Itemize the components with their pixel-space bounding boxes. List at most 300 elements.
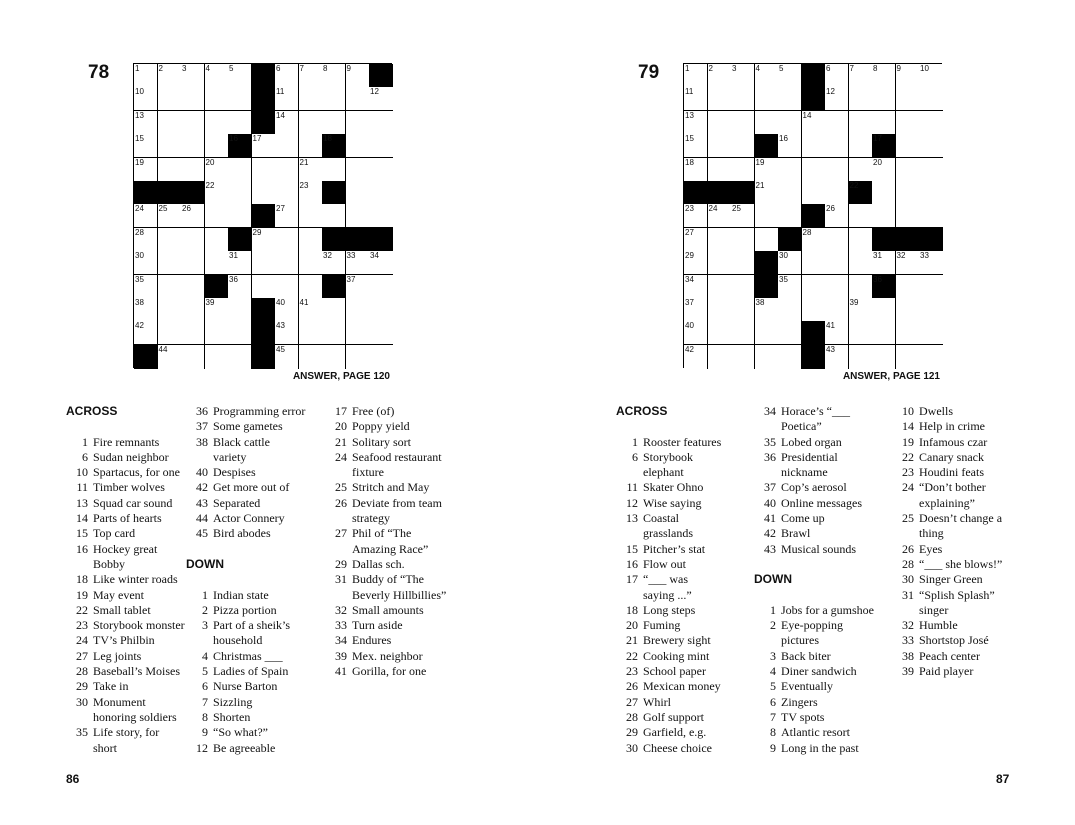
clue-text: Atlantic resort bbox=[781, 725, 850, 740]
grid-cell bbox=[708, 64, 732, 88]
clue-number: 32 bbox=[323, 251, 332, 261]
black-square bbox=[802, 87, 826, 111]
clue bbox=[616, 572, 756, 587]
grid-cell bbox=[755, 87, 779, 111]
grid-cell bbox=[708, 275, 732, 299]
grid-cell bbox=[228, 251, 252, 275]
clue bbox=[892, 618, 1042, 633]
clue-number: 41 bbox=[299, 298, 309, 307]
grid-cell bbox=[755, 64, 779, 88]
section-heading: ACROSS bbox=[66, 404, 118, 418]
clue-number: 23 bbox=[76, 618, 88, 633]
clue bbox=[325, 633, 475, 648]
clue-number: 2 bbox=[158, 64, 163, 73]
grid-cell bbox=[919, 275, 943, 299]
clue-number: 6 bbox=[82, 449, 88, 464]
grid-cell bbox=[872, 251, 896, 275]
clue-text: Timber wolves bbox=[93, 480, 165, 495]
grid-cell bbox=[731, 158, 755, 182]
grid-cell bbox=[252, 181, 276, 205]
clue-number: 8 bbox=[770, 725, 776, 740]
grid-cell bbox=[919, 181, 943, 205]
clue-text: Turn aside bbox=[352, 618, 403, 633]
clue bbox=[186, 511, 336, 526]
clue-text: Horace’s “___ bbox=[781, 404, 850, 418]
grid-cell bbox=[849, 251, 873, 275]
grid-cell bbox=[755, 321, 779, 345]
clue-continuation: pictures bbox=[781, 633, 819, 648]
clue-number: 5 bbox=[779, 64, 784, 73]
grid-cell bbox=[205, 321, 229, 345]
grid-cell bbox=[205, 111, 229, 135]
clue-number: 28 bbox=[802, 227, 812, 237]
clue-number: 31 bbox=[335, 572, 347, 587]
clue-number: 13 bbox=[626, 511, 638, 526]
clue bbox=[66, 679, 206, 694]
grid-cell bbox=[731, 275, 755, 299]
grid-cell bbox=[369, 298, 393, 322]
clue-number: 44 bbox=[196, 511, 208, 526]
black-square bbox=[731, 181, 755, 205]
clue-text: Pizza portion bbox=[213, 602, 277, 617]
clue-number: 21 bbox=[755, 181, 765, 190]
grid-cell bbox=[369, 158, 393, 182]
clue-number: 28 bbox=[902, 556, 914, 571]
clue-text: Online messages bbox=[781, 495, 862, 510]
clue-number: 4 bbox=[205, 64, 210, 73]
clue-text: Ladies of Spain bbox=[213, 664, 289, 679]
clue-number: 37 bbox=[685, 298, 694, 307]
grid-cell bbox=[778, 345, 802, 369]
grid-cell bbox=[228, 298, 252, 322]
grid-cell bbox=[205, 134, 229, 158]
clue bbox=[616, 633, 756, 648]
clue bbox=[754, 542, 894, 557]
grid-cell bbox=[275, 87, 299, 111]
clue-number: 36 bbox=[196, 404, 208, 418]
grid-cell bbox=[369, 87, 393, 111]
clue-number: 2 bbox=[202, 602, 208, 617]
clue bbox=[616, 649, 756, 664]
clue bbox=[325, 649, 475, 664]
clue-text: Canary snack bbox=[919, 449, 984, 464]
clue-continuation: thing bbox=[919, 526, 944, 541]
black-square bbox=[346, 228, 370, 252]
clue-number: 34 bbox=[764, 404, 776, 418]
grid-cell bbox=[158, 64, 182, 88]
clue bbox=[892, 588, 1042, 603]
clue-text: Be agreeable bbox=[213, 740, 276, 755]
clue-text: Rooster features bbox=[643, 434, 722, 449]
grid-cell bbox=[158, 345, 182, 369]
grid-cell bbox=[755, 111, 779, 135]
clue-number: 3 bbox=[202, 618, 208, 633]
grid-cell bbox=[872, 321, 896, 345]
clue bbox=[892, 633, 1042, 648]
clue-number: 23 bbox=[626, 664, 638, 679]
grid-cell bbox=[684, 345, 708, 369]
clue bbox=[754, 695, 894, 710]
clue bbox=[754, 649, 894, 664]
grid-cell bbox=[849, 204, 873, 228]
grid-cell bbox=[275, 345, 299, 369]
grid-cell bbox=[802, 298, 826, 322]
grid-cell bbox=[872, 204, 896, 228]
clue-number: 9 bbox=[346, 64, 351, 73]
clue-number: 41 bbox=[764, 511, 776, 526]
black-square bbox=[181, 181, 205, 205]
clue-number: 41 bbox=[826, 321, 835, 331]
clue-text: Diner sandwich bbox=[781, 664, 857, 679]
black-square bbox=[919, 228, 943, 252]
grid-cell bbox=[369, 134, 393, 158]
grid-cell bbox=[158, 275, 182, 299]
clue-number: 39 bbox=[902, 664, 914, 679]
clue-number: 40 bbox=[685, 321, 694, 331]
clue-number: 5 bbox=[770, 679, 776, 694]
grid-cell bbox=[684, 251, 708, 275]
clue-text: Mex. neighbor bbox=[352, 648, 423, 663]
clue-number: 30 bbox=[135, 251, 144, 261]
clue-number: 27 bbox=[335, 526, 347, 541]
clue bbox=[66, 603, 206, 618]
clue-number: 30 bbox=[626, 740, 638, 755]
grid-cell bbox=[228, 345, 252, 369]
clue bbox=[754, 496, 894, 511]
clue-text: Baseball’s Moises bbox=[93, 664, 180, 679]
clue-number: 18 bbox=[685, 157, 694, 167]
grid-cell bbox=[134, 321, 158, 345]
black-square bbox=[369, 228, 393, 252]
clue-number: 1 bbox=[632, 434, 638, 449]
clue-number: 45 bbox=[276, 344, 285, 354]
clue-text: Phil of “The bbox=[352, 526, 412, 541]
grid-cell bbox=[731, 64, 755, 88]
clue-continuation: explaining” bbox=[919, 495, 975, 510]
clue-text: Free (of) bbox=[352, 404, 395, 418]
clue bbox=[892, 649, 1042, 664]
clue-number: 13 bbox=[685, 110, 694, 120]
grid-cell bbox=[205, 298, 229, 322]
grid-cell bbox=[731, 228, 755, 252]
clue-number: 1 bbox=[685, 64, 690, 73]
clue-text: Programming error bbox=[213, 404, 306, 418]
clue-number: 33 bbox=[335, 618, 347, 633]
clue-number: 41 bbox=[335, 664, 347, 679]
grid-cell bbox=[684, 111, 708, 135]
grid-cell bbox=[346, 204, 370, 228]
clue bbox=[186, 664, 336, 679]
clue-text: Come up bbox=[781, 511, 825, 526]
grid-cell bbox=[299, 228, 323, 252]
grid-cell bbox=[369, 204, 393, 228]
grid-cell bbox=[299, 251, 323, 275]
grid-cell bbox=[346, 251, 370, 275]
grid-cell bbox=[252, 158, 276, 182]
grid-cell bbox=[825, 181, 849, 205]
grid-cell bbox=[322, 204, 346, 228]
clue-text: Stritch and May bbox=[352, 480, 430, 495]
clue bbox=[892, 572, 1042, 587]
clue-number: 18 bbox=[626, 602, 638, 617]
grid-cell bbox=[919, 298, 943, 322]
grid-cell bbox=[228, 275, 252, 299]
clue-number: 22 bbox=[205, 181, 215, 190]
grid-cell bbox=[731, 345, 755, 369]
clue-number: 5 bbox=[202, 664, 208, 679]
clue-number: 9 bbox=[896, 64, 901, 73]
clue-text: Shortstop José bbox=[919, 633, 989, 648]
clue-number: 16 bbox=[76, 541, 88, 556]
clue bbox=[616, 557, 756, 572]
clue-text: Buddy of “The bbox=[352, 572, 424, 587]
clue-text: TV spots bbox=[781, 709, 825, 724]
grid-cell bbox=[708, 134, 732, 158]
clue-number: 30 bbox=[902, 572, 914, 587]
clue-number: 17 bbox=[873, 134, 882, 144]
grid-cell bbox=[299, 321, 323, 345]
clue bbox=[186, 679, 336, 694]
clue-number: 24 bbox=[902, 480, 914, 495]
clue bbox=[325, 450, 475, 465]
grid-cell bbox=[825, 158, 849, 182]
clue bbox=[66, 649, 206, 664]
clue-number: 17 bbox=[252, 134, 262, 144]
grid-cell bbox=[369, 345, 393, 369]
clue-continuation: honoring soldiers bbox=[93, 709, 177, 724]
grid-cell bbox=[299, 87, 323, 111]
grid-cell bbox=[346, 345, 370, 369]
clue bbox=[892, 542, 1042, 557]
grid-cell bbox=[708, 321, 732, 345]
clue-number: 38 bbox=[196, 434, 208, 449]
grid-cell bbox=[299, 111, 323, 135]
grid-cell bbox=[802, 275, 826, 299]
grid-cell bbox=[275, 321, 299, 345]
clue-number: 2 bbox=[708, 64, 713, 73]
clue-column bbox=[66, 404, 206, 756]
clue bbox=[186, 465, 336, 480]
clue-text: Gorilla, for one bbox=[352, 664, 427, 679]
clue-text: Back biter bbox=[781, 648, 831, 663]
clue-text: Flow out bbox=[643, 556, 687, 571]
clue-continuation: grasslands bbox=[643, 526, 693, 541]
clue-text: Houdini feats bbox=[919, 465, 984, 480]
spacer bbox=[186, 572, 336, 587]
clue-text: Get more out of bbox=[213, 480, 290, 495]
grid-cell bbox=[684, 298, 708, 322]
clue bbox=[186, 419, 336, 434]
clue bbox=[892, 419, 1042, 434]
grid-cell bbox=[849, 134, 873, 158]
clue bbox=[616, 695, 756, 710]
spacer bbox=[186, 542, 336, 557]
clue-number: 40 bbox=[196, 465, 208, 480]
clue bbox=[186, 741, 336, 756]
grid-cell bbox=[299, 181, 323, 205]
clue-text: Life story, for bbox=[93, 725, 160, 740]
clue bbox=[66, 435, 206, 450]
clue-number: 8 bbox=[202, 709, 208, 724]
black-square bbox=[322, 134, 346, 158]
grid-cell bbox=[872, 298, 896, 322]
grid-cell bbox=[181, 204, 205, 228]
clue-number: 7 bbox=[299, 64, 304, 73]
black-square bbox=[872, 134, 896, 158]
grid-cell bbox=[275, 181, 299, 205]
grid-cell bbox=[134, 298, 158, 322]
grid-cell bbox=[731, 204, 755, 228]
grid-cell bbox=[322, 251, 346, 275]
clue-text: Small amounts bbox=[352, 602, 424, 617]
clue-text: May event bbox=[93, 587, 144, 602]
grid-cell bbox=[919, 158, 943, 182]
grid-cell bbox=[684, 134, 708, 158]
clue-number: 40 bbox=[276, 298, 285, 307]
clue-number: 28 bbox=[626, 709, 638, 724]
grid-cell bbox=[896, 181, 920, 205]
grid-cell bbox=[252, 251, 276, 275]
clue bbox=[754, 725, 894, 740]
clue-number: 15 bbox=[626, 541, 638, 556]
grid-cell bbox=[896, 298, 920, 322]
black-square bbox=[322, 228, 346, 252]
clue-text: Zingers bbox=[781, 694, 818, 709]
clue-text: Monument bbox=[93, 694, 146, 709]
clue-continuation: Bobby bbox=[93, 556, 126, 571]
black-square bbox=[252, 111, 276, 135]
grid-cell bbox=[919, 64, 943, 88]
crossword-grid bbox=[683, 63, 942, 368]
clue bbox=[186, 404, 336, 419]
clue-number: 24 bbox=[335, 449, 347, 464]
section-heading: DOWN bbox=[186, 556, 224, 571]
grid-cell bbox=[134, 251, 158, 275]
clue-number: 31 bbox=[873, 251, 882, 261]
clue-number: 45 bbox=[196, 526, 208, 541]
clue-text: “___ she blows!” bbox=[919, 556, 1003, 571]
clue-number: 22 bbox=[76, 602, 88, 617]
clue bbox=[325, 618, 475, 633]
clue-number: 6 bbox=[276, 64, 281, 73]
grid-cell bbox=[299, 134, 323, 158]
grid-cell bbox=[369, 111, 393, 135]
puzzle-number: 78 bbox=[88, 62, 110, 83]
clue-text: Parts of hearts bbox=[93, 511, 162, 526]
grid-cell bbox=[919, 134, 943, 158]
black-square bbox=[158, 181, 182, 205]
clue bbox=[325, 526, 475, 541]
clue-number: 19 bbox=[902, 434, 914, 449]
clue-number: 13 bbox=[135, 110, 144, 120]
grid-cell bbox=[778, 298, 802, 322]
clue bbox=[325, 572, 475, 587]
clue-number: 11 bbox=[626, 480, 638, 495]
clue-text: Doesn’t change a bbox=[919, 511, 1003, 526]
clue-text: Presidential bbox=[781, 449, 838, 464]
clue-text: Dallas sch. bbox=[352, 556, 405, 571]
clue-number: 38 bbox=[755, 298, 765, 307]
grid-cell bbox=[849, 298, 873, 322]
clue bbox=[66, 480, 206, 495]
clue bbox=[754, 404, 894, 419]
grid-cell bbox=[158, 228, 182, 252]
grid-cell bbox=[134, 275, 158, 299]
grid-cell bbox=[825, 64, 849, 88]
clue-number: 42 bbox=[135, 321, 144, 331]
clue-text: Christmas ___ bbox=[213, 648, 283, 663]
clue-text: Peach center bbox=[919, 648, 980, 663]
black-square bbox=[322, 275, 346, 299]
black-square bbox=[322, 181, 346, 205]
black-square bbox=[802, 321, 826, 345]
grid-cell bbox=[849, 111, 873, 135]
clue-number: 15 bbox=[135, 134, 144, 144]
grid-cell bbox=[369, 321, 393, 345]
grid-cell bbox=[755, 345, 779, 369]
grid-cell bbox=[849, 321, 873, 345]
clue-text: Eyes bbox=[919, 541, 943, 556]
clue-number: 20 bbox=[626, 618, 638, 633]
black-square bbox=[369, 64, 393, 88]
clue bbox=[616, 710, 756, 725]
grid-cell bbox=[896, 134, 920, 158]
grid-cell bbox=[755, 204, 779, 228]
clue-column bbox=[754, 404, 894, 756]
black-square bbox=[252, 298, 276, 322]
grid-cell bbox=[896, 64, 920, 88]
clue-number: 3 bbox=[182, 64, 187, 73]
grid-cell bbox=[275, 111, 299, 135]
clue-text: Despises bbox=[213, 465, 256, 480]
grid-cell bbox=[322, 158, 346, 182]
clue bbox=[325, 404, 475, 419]
clue bbox=[892, 435, 1042, 450]
clue-number: 7 bbox=[770, 709, 776, 724]
grid-cell bbox=[252, 275, 276, 299]
grid-cell bbox=[369, 181, 393, 205]
grid-cell bbox=[755, 181, 779, 205]
black-square bbox=[252, 64, 276, 88]
grid-cell bbox=[158, 321, 182, 345]
clue-continuation: elephant bbox=[643, 465, 684, 480]
grid-cell bbox=[181, 64, 205, 88]
grid-cell bbox=[872, 111, 896, 135]
clue-text: Separated bbox=[213, 495, 261, 510]
clue-number: 4 bbox=[770, 664, 776, 679]
clue-text: Small tablet bbox=[93, 602, 151, 617]
clue-number: 13 bbox=[76, 495, 88, 510]
grid-cell bbox=[684, 87, 708, 111]
clue bbox=[616, 496, 756, 511]
grid-cell bbox=[134, 228, 158, 252]
clue bbox=[186, 588, 336, 603]
grid-cell bbox=[181, 111, 205, 135]
clue-number: 42 bbox=[764, 526, 776, 541]
clue-number: 34 bbox=[370, 251, 379, 261]
clue-text: Whirl bbox=[643, 694, 671, 709]
clue bbox=[892, 664, 1042, 679]
grid-cell bbox=[778, 134, 802, 158]
clue-number: 26 bbox=[826, 204, 835, 214]
clue bbox=[616, 664, 756, 679]
grid-cell bbox=[346, 64, 370, 88]
clue-number: 25 bbox=[732, 204, 741, 214]
clue-number: 21 bbox=[299, 157, 309, 167]
clue-text: Cooking mint bbox=[643, 648, 710, 663]
clue bbox=[892, 404, 1042, 419]
grid-cell bbox=[825, 298, 849, 322]
